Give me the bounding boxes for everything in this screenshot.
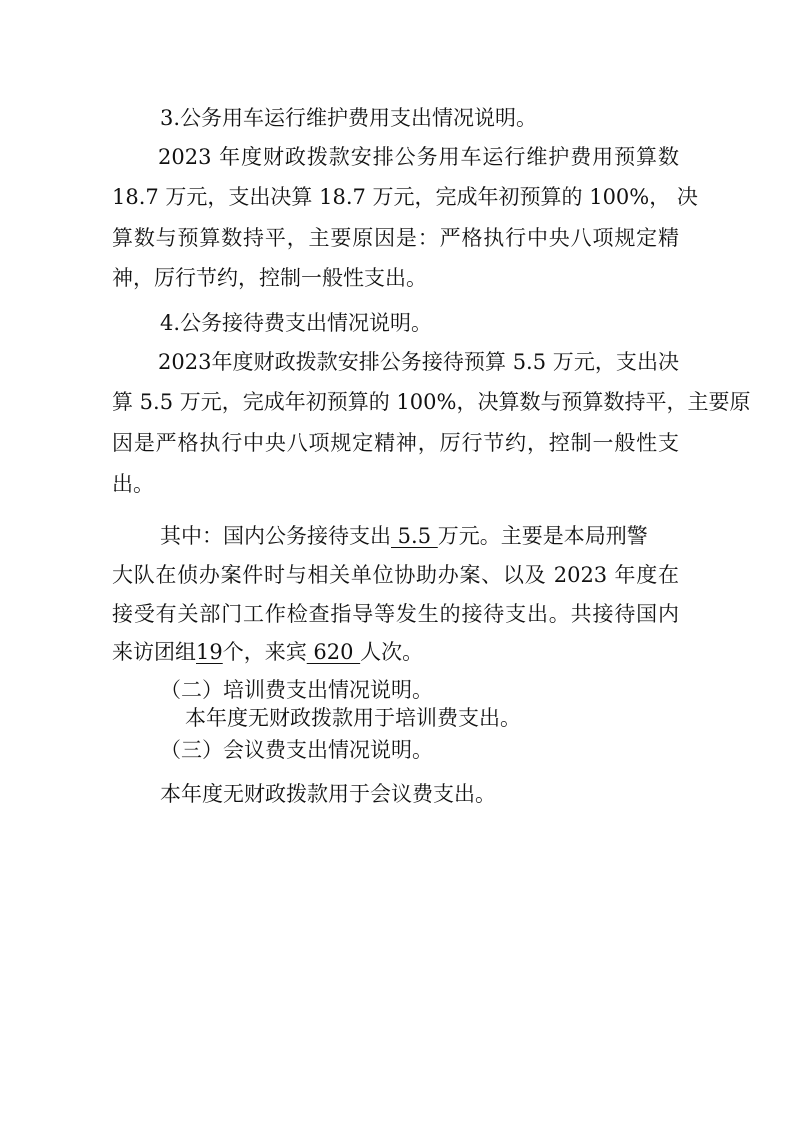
- reception-heading: 4.公务接待费支出情况说明。: [160, 311, 433, 335]
- groups-count: 19: [196, 640, 223, 664]
- vehicle-paragraph-line: 算数与预算数持平，主要原因是：严格执行中央八项规定精: [112, 226, 679, 250]
- reception-detail-line: 接受有关部门工作检查指导等发生的接待支出。共接待国内: [112, 602, 679, 626]
- reception-detail-line: [160, 522, 648, 550]
- reception-paragraph-line: 出。: [112, 472, 154, 496]
- reception-paragraph-line: 2023年度财政拨款安排公务接待预算 5.5 万元，支出决: [158, 350, 679, 374]
- visitors-count: 620: [306, 640, 361, 664]
- vehicle-paragraph-line: 神，厉行节约，控制一般性支出。: [112, 266, 427, 290]
- vehicle-heading: 3.公务用车运行维护费用支出情况说明。: [160, 106, 538, 130]
- reception-paragraph-line: 因是严格执行中央八项规定精神，厉行节约，控制一般性支: [112, 431, 679, 455]
- visitors-label: 个，来宾: [222, 640, 307, 664]
- groups-label: 来访团组: [112, 640, 196, 664]
- training-heading: （二）培训费支出情况说明。: [160, 678, 433, 702]
- detail-prefix: 其中：国内公务接待支出: [160, 524, 391, 548]
- vehicle-paragraph-line: 2023 年度财政拨款安排公务用车运行维护费用预算数: [158, 145, 679, 169]
- reception-detail-line: 大队在侦办案件时与相关单位协助办案、以及 2023 年度在: [112, 563, 679, 587]
- reception-paragraph-line: 算 5.5 万元，完成年初预算的 100%，决算数与预算数持平，主要原: [112, 390, 751, 414]
- detail-suffix: 万元。主要是本局刑警: [437, 524, 648, 548]
- visitors-unit: 人次。: [360, 640, 424, 664]
- reception-detail-line: [112, 638, 423, 666]
- training-text: 本年度无财政拨款用于培训费支出。: [185, 706, 521, 730]
- reception-amount: 5.5: [391, 524, 438, 548]
- vehicle-paragraph-line: 18.7 万元，支出决算 18.7 万元，完成年初预算的 100%， 决: [112, 185, 698, 209]
- meeting-text: 本年度无财政拨款用于会议费支出。: [160, 782, 496, 806]
- meeting-heading: （三）会议费支出情况说明。: [160, 738, 433, 762]
